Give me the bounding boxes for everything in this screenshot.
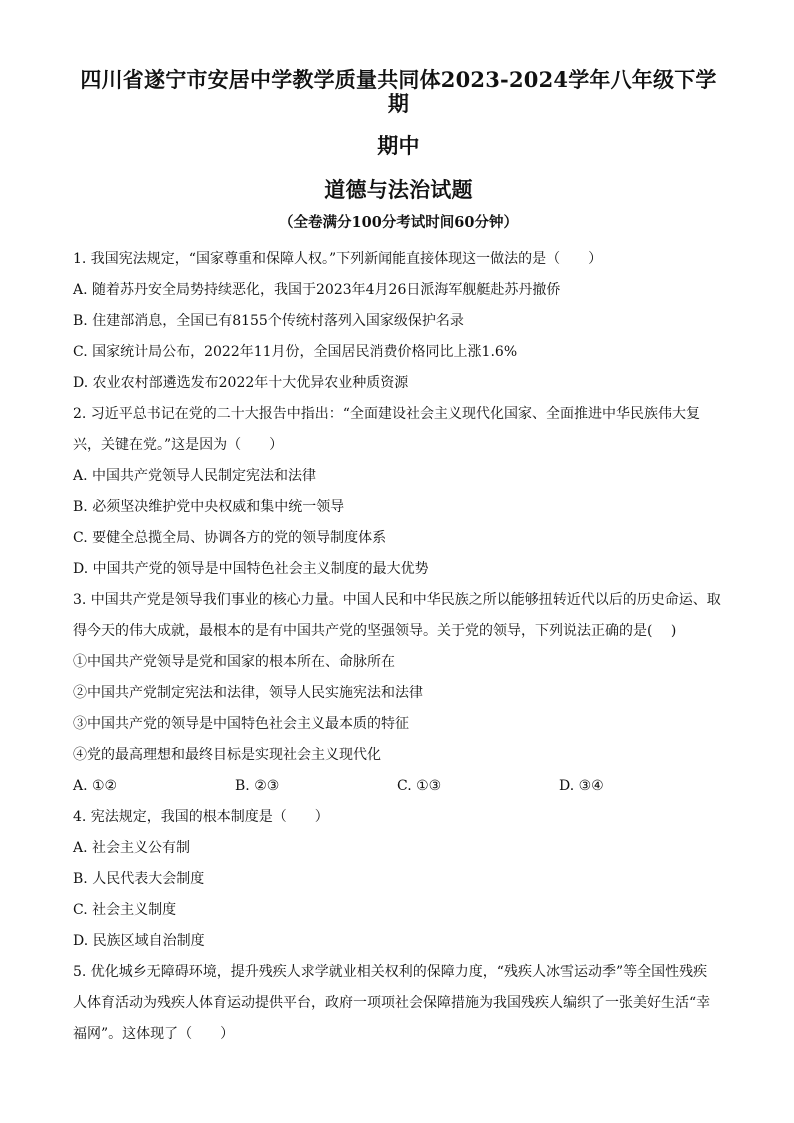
question-2-option-a: A. 中国共产党领导人民制定宪法和法律 <box>73 468 317 484</box>
question-2-option-d: D. 中国共产党的领导是中国特色社会主义制度的最大优势 <box>73 561 429 577</box>
question-1-option-a: A. 随着苏丹安全局势持续恶化，我国于2023年4月26日派海军舰艇赴苏丹撤侨 <box>73 282 561 298</box>
question-5-stem-line-2: 人体育活动为残疾人体育运动提供平台，政府一项项社会保障措施为我国残疾人编织了一张美好生活“幸 <box>73 995 711 1011</box>
question-list <box>73 244 724 1050</box>
exam-subject-title: 道德与法治试题 <box>324 177 473 202</box>
question-3-choice-d: D. ③④ <box>559 778 604 794</box>
question-4-stem: 4. 宪法规定，我国的根本制度是（ ） <box>73 809 329 825</box>
question-2-option-b: B. 必须坚决维护党中央权威和集中统一领导 <box>73 499 345 515</box>
question-1-option-d: D. 农业农村部遴选发布2022年十大优异农业种质资源 <box>73 375 409 391</box>
question-3-choice-b: B. ②③ <box>235 778 280 794</box>
question-5-stem-line-1: 5. 优化城乡无障碍环境，提升残疾人求学就业相关权利的保障力度，“残疾人冰雪运动季”等全国性残疾 <box>73 964 708 980</box>
question-5 <box>73 957 724 1050</box>
question-1-stem: 1. 我国宪法规定，“国家尊重和保障人权。”下列新闻能直接体现这一做法的是（ ） <box>73 251 603 267</box>
question-5-stem-line-3: 福网”。这体现了（ ） <box>73 1026 235 1042</box>
question-1 <box>73 244 724 399</box>
question-3-stem-line-1: 3. 中国共产党是领导我们事业的核心力量。中国人民和中华民族之所以能够扭转近代以后的历史命运、取 <box>73 592 721 608</box>
question-3-choice-c: C. ①③ <box>397 778 442 794</box>
question-3-choices <box>73 771 724 802</box>
question-4-option-b: B. 人民代表大会制度 <box>73 871 205 887</box>
question-2-stem-line-2: 兴，关键在党。”这是因为（ ） <box>73 437 284 453</box>
question-2-option-c: C. 要健全总揽全局、协调各方的党的领导制度体系 <box>73 530 387 546</box>
question-3 <box>73 585 724 802</box>
question-3-stem-line-2: 得今天的伟大成就，最根本的是有中国共产党的坚强领导。关于党的领导，下列说法正确的是( ) <box>73 623 677 639</box>
exam-title-line-2: 期中 <box>377 133 420 158</box>
question-3-statement-3: ③中国共产党的领导是中国特色社会主义最本质的特征 <box>73 716 409 732</box>
question-2 <box>73 399 724 585</box>
question-1-option-c: C. 国家统计局公布，2022年11月份，全国居民消费价格同比上涨1.6% <box>73 344 518 360</box>
exam-score-time-note: （全卷满分100分考试时间60分钟） <box>279 214 518 231</box>
question-4-option-d: D. 民族区域自治制度 <box>73 933 205 949</box>
question-1-option-b: B. 住建部消息，全国已有8155个传统村落列入国家级保护名录 <box>73 313 464 329</box>
exam-title-line-1: 四川省遂宁市安居中学教学质量共同体2023-2024学年八年级下学期 <box>80 67 717 116</box>
question-4-option-c: C. 社会主义制度 <box>73 902 177 918</box>
question-4-option-a: A. 社会主义公有制 <box>73 840 191 856</box>
question-3-statement-4: ④党的最高理想和最终目标是实现社会主义现代化 <box>73 747 381 763</box>
question-4 <box>73 802 724 957</box>
question-3-statement-2: ②中国共产党制定宪法和法律，领导人民实施宪法和法律 <box>73 685 423 701</box>
question-2-stem-line-1: 2. 习近平总书记在党的二十大报告中指出：“全面建设社会主义现代化国家、全面推进中华民族伟大复 <box>73 406 700 422</box>
question-3-choice-a: A. ①② <box>73 778 118 794</box>
question-3-statement-1: ①中国共产党领导是党和国家的根本所在、命脉所在 <box>73 654 395 670</box>
